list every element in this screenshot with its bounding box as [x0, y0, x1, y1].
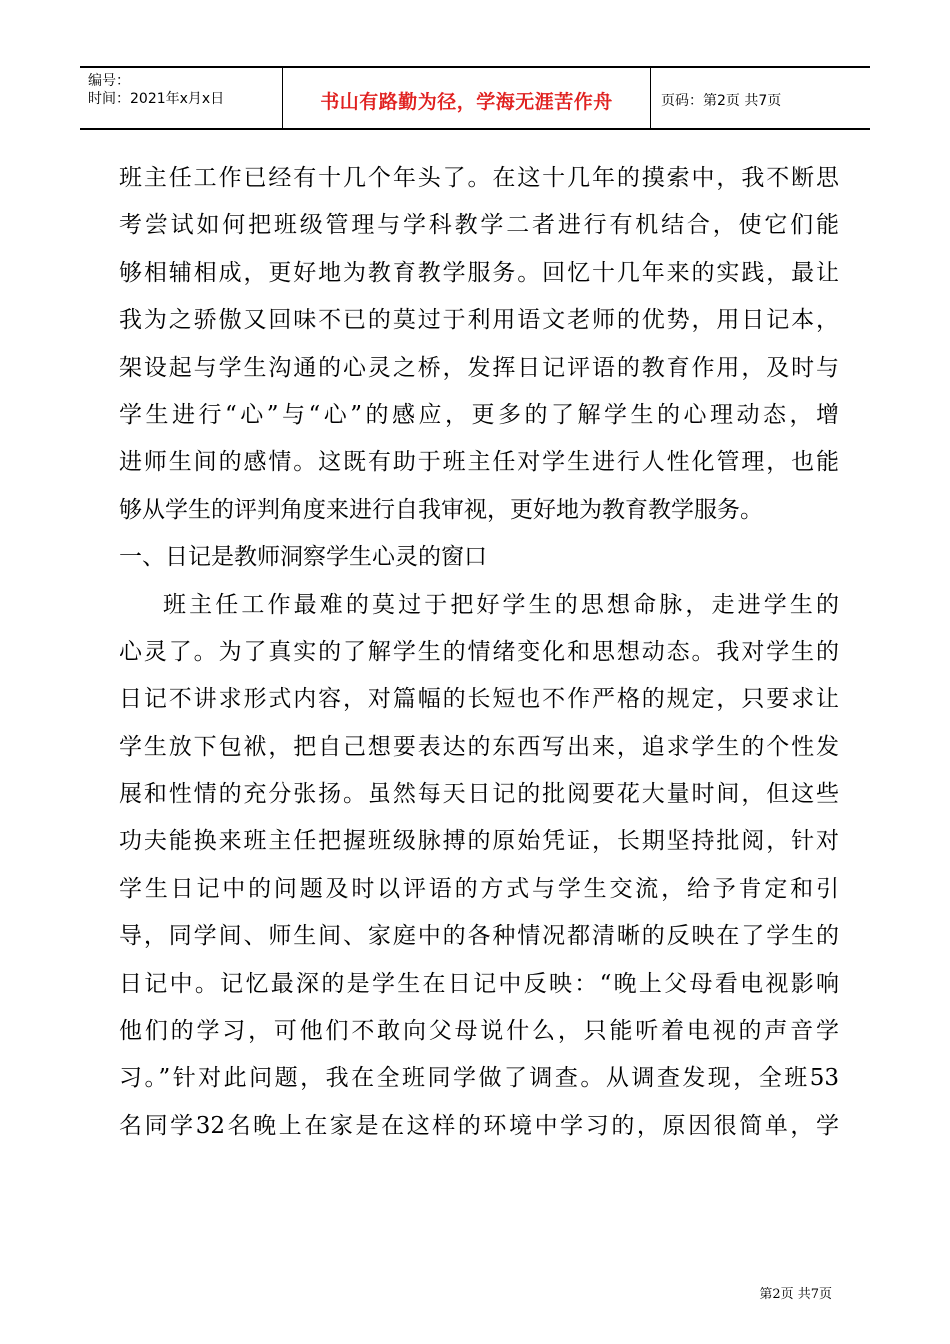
body-line: 他们的学习，可他们不敢向父母说什么，只能听着电视的声音学 [119, 1018, 839, 1045]
body-line: 日记中。记忆最深的是学生在日记中反映：“晚上父母看电视影响 [119, 970, 839, 997]
section-heading: 一、日记是教师洞察学生心灵的窗口 [119, 544, 487, 571]
body-line: 心灵了。为了真实的了解学生的情绪变化和思想动态。我对学生的 [119, 638, 839, 665]
header-page-number: 页码：第2页 共7页 [661, 93, 782, 109]
body-line: 日记不讲求形式内容，对篇幅的长短也不作严格的规定，只要求让 [119, 686, 839, 713]
body-line: 我为之骄傲又回味不已的莫过于利用语文老师的优势，用日记本， [119, 307, 839, 334]
header-info-cell [80, 68, 283, 128]
body-line: 学生放下包袱，把自己想要表达的东西写出来，追求学生的个性发 [119, 733, 839, 760]
body-line: 够从学生的评判角度来进行自我审视，更好地为教育教学服务。 [119, 496, 763, 523]
body-line: 班主任工作已经有十几个年头了。在这十几年的摸索中，我不断思 [119, 165, 839, 191]
footer-page-number: 第2页 共7页 [759, 1287, 832, 1302]
body-line: 功夫能换来班主任把握班级脉搏的原始凭证，长期坚持批阅，针对 [119, 828, 839, 855]
body-line: 习。”针对此问题，我在全班同学做了调查。从调查发现，全班53 [119, 1065, 839, 1092]
body-line: 考尝试如何把班级管理与学科教学二者进行有机结合，使它们能 [119, 212, 839, 239]
body-line: 学生进行“心”与“心”的感应，更多的了解学生的心理动态，增 [119, 401, 839, 428]
body-line: 展和性情的充分张扬。虽然每天日记的批阅要花大量时间，但这些 [119, 781, 839, 808]
page-header [80, 66, 870, 130]
header-motto-cell [283, 68, 651, 128]
page-footer [759, 1283, 832, 1302]
body-line: 班主任工作最难的莫过于把好学生的思想命脉，走进学生的 [163, 591, 839, 618]
body-line: 架设起与学生沟通的心灵之桥，发挥日记评语的教育作用，及时与 [119, 354, 839, 381]
document-body [119, 155, 839, 1150]
body-line: 够相辅相成，更好地为教育教学服务。回忆十几年来的实践，最让 [119, 259, 839, 286]
body-line: 导，同学间、师生间、家庭中的各种情况都清晰的反映在了学生的 [119, 923, 839, 950]
header-page-cell [651, 68, 870, 128]
body-line: 名同学32名晚上在家是在这样的环境中学习的，原因很简单，学 [119, 1112, 839, 1139]
header-motto: 书山有路勤为径，学海无涯苦作舟 [320, 90, 613, 113]
document-number-label: 编号： [88, 73, 130, 89]
body-line: 学生日记中的问题及时以评语的方式与学生交流，给予肯定和引 [119, 875, 839, 902]
body-line: 进师生间的感情。这既有助于班主任对学生进行人性化管理，也能 [119, 449, 839, 476]
document-date-label: 时间：2021年x月x日 [88, 91, 225, 107]
